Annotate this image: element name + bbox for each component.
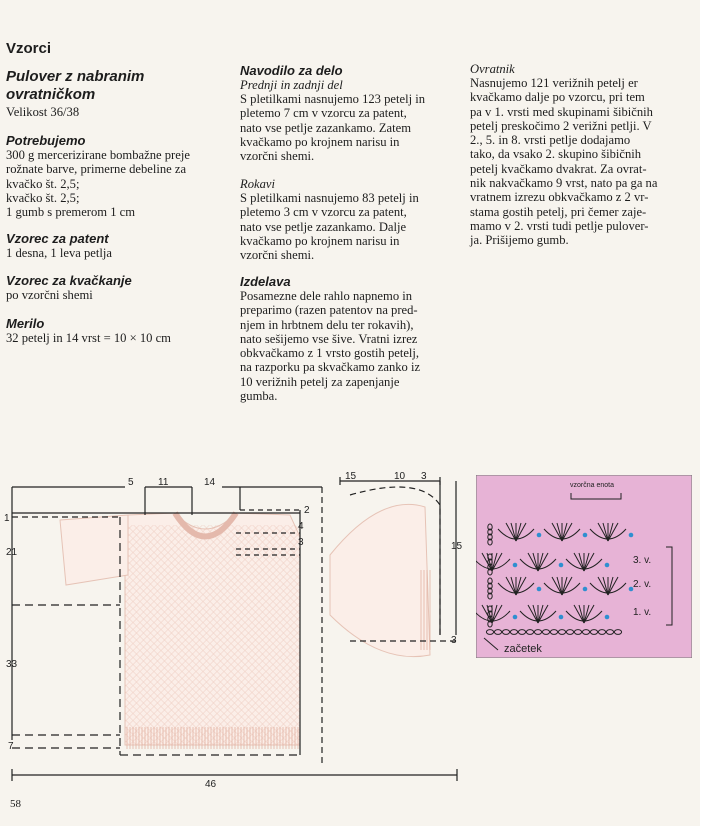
stitch-chart (476, 475, 692, 658)
finishing-text: Posamezne dele rahlo napnemo in preparimo (razen patentov na pred- njem in hrbtnem delu ter rokavih), nato sešijemo vse šive. Vratni izrez obkvačkamo z 1 vrsto gostih petelj, na razporku pa skvačkamo zanko iz 10 verižnih petelj za zapenjanje gumba. (240, 289, 421, 404)
single-crochet-dot (513, 563, 518, 568)
crochet-pattern-heading: Vzorec za kvačkanje (6, 273, 132, 288)
dim-sleeve-10: 10 (394, 471, 406, 482)
single-crochet-dot (583, 587, 588, 592)
row-label-2: 2. v. (633, 579, 652, 590)
page-number: 58 (10, 798, 21, 810)
page-margin (700, 0, 720, 826)
pattern-title: Pulover z nabranim ovratničkom (6, 68, 145, 103)
single-crochet-dot (583, 533, 588, 538)
dim-21: 21 (6, 547, 18, 558)
dim-3: 3 (298, 537, 304, 548)
materials-heading: Potrebujemo (6, 133, 86, 148)
row-label-3: 3. v. (633, 555, 652, 566)
dim-46: 46 (205, 779, 217, 790)
single-crochet-dot (559, 615, 564, 620)
dim-4: 4 (298, 521, 304, 532)
row-label-1: 1. v. (633, 607, 652, 618)
single-crochet-dot (629, 533, 634, 538)
single-crochet-dot (605, 615, 610, 620)
collar-heading: Ovratnik (470, 62, 515, 76)
dim-33: 33 (6, 659, 18, 670)
gauge-heading: Merilo (6, 316, 45, 331)
sleeves-text: S pletilkami nasnujemo 83 petelj in pletemo 3 cm v vzorcu za patent, nato vse petlje zazankamo. Dalje kvačkamo po krojnem narisu in vzorčni shemi. (240, 191, 419, 263)
finishing-heading: Izdelava (240, 274, 291, 289)
sweater-illustration (60, 504, 432, 749)
single-crochet-dot (537, 587, 542, 592)
size-text: Velikost 36/38 (6, 105, 80, 119)
single-crochet-dot (537, 533, 542, 538)
materials-text: 300 g mercerizirane bombažne preje rožnate barve, primerne debeline za kvačko št. 2,5; kvačko št. 2,5; 1 gumb s premerom 1 cm (6, 148, 190, 220)
front-back-heading: Prednji in zadnji del (240, 78, 343, 92)
dim-11: 11 (158, 477, 169, 488)
pattern-schematic (0, 465, 470, 795)
dim-sleeve-15: 15 (345, 471, 357, 482)
dim-7: 7 (8, 741, 14, 752)
start-label: začetek (504, 643, 542, 655)
dim-sleeve-3-top: 3 (421, 471, 427, 482)
dim-sleeve-3-bottom: 3 (451, 635, 457, 646)
front-back-text: S pletilkami nasnujemo 123 petelj in pletemo 7 cm v vzorcu za patent, nato vse petlje zazankamo. Zatem kvačkamo po krojnem narisu in vzorčni shemi. (240, 92, 426, 164)
single-crochet-dot (605, 563, 610, 568)
dim-1: 1 (4, 513, 10, 524)
dim-5: 5 (128, 477, 134, 488)
dim-sleeve-15-height: 15 (451, 541, 463, 552)
repeat-label: vzorčna enota (570, 482, 614, 489)
instructions-heading: Navodilo za delo (240, 63, 343, 78)
single-crochet-dot (559, 563, 564, 568)
crochet-pattern-text: po vzorčni shemi (6, 288, 93, 302)
dim-14: 14 (204, 477, 216, 488)
rib-text: 1 desna, 1 leva petlja (6, 246, 112, 260)
gauge-text: 32 petelj in 14 vrst = 10 × 10 cm (6, 331, 171, 345)
rib-heading: Vzorec za patent (6, 231, 109, 246)
sleeves-heading: Rokavi (240, 177, 275, 191)
single-crochet-dot (513, 615, 518, 620)
section-heading: Vzorci (6, 40, 52, 57)
collar-text: Nasnujemo 121 verižnih petelj er kvačkamo dalje po vzorcu, pri tem pa v 1. vrsti med skupinami šibičnih petelj preskočimo 2 verižni petlji. V 2., 5. in 8. vrsti petlje dodajamo tako, da vsako 2. skupino šibičnih petelj kvačkamo dvakrat. Za ovrat- nik nakvačkamo 9 vrst, nato pa ga na vratnem izrezu obkvačkamo z 2 vr- stama gostih petelj, pri čemer zaje- mamo v 2. vrsti tudi petlje pulover- ja. Prišijemo gumb. (470, 76, 658, 248)
dim-2: 2 (304, 505, 310, 516)
